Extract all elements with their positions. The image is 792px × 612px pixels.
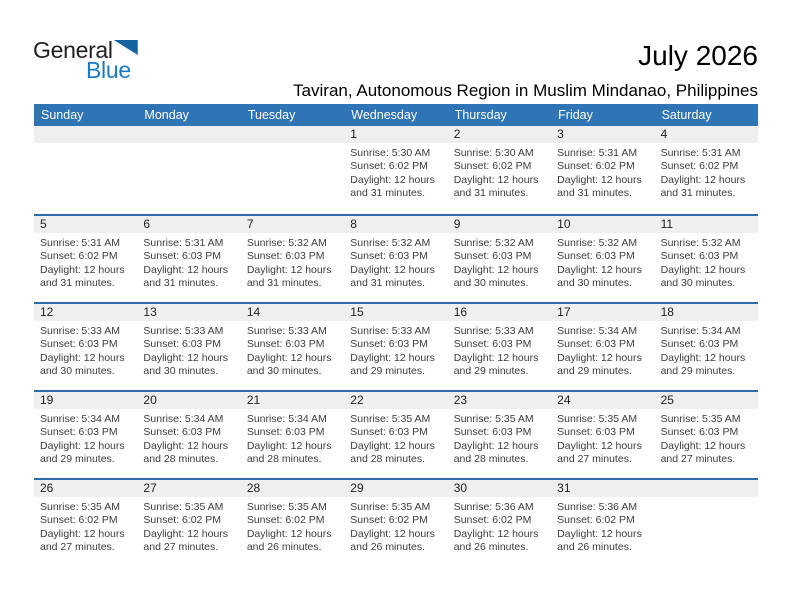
calendar-day-cell	[551, 216, 654, 302]
day-details	[241, 497, 344, 554]
day-number	[655, 480, 758, 497]
daylight-text-line1: Daylight: 12 hours	[40, 263, 125, 276]
sunrise-text: Sunrise: 5:31 AM	[143, 237, 224, 249]
sunrise-text: Sunrise: 5:32 AM	[453, 237, 534, 249]
daylight-text-line1: Daylight: 12 hours	[350, 439, 435, 452]
sunset-text: Sunset: 6:03 PM	[246, 426, 325, 439]
daylight-text-line1: Daylight: 12 hours	[350, 263, 435, 276]
daylight-text-line1: Daylight: 12 hours	[453, 263, 539, 276]
daylight-text-line2: and 28 minutes.	[246, 452, 322, 465]
sunrise-text: Sunrise: 5:36 AM	[453, 501, 534, 513]
day-number: 13	[137, 304, 240, 321]
day-details	[344, 497, 447, 554]
day-number: 25	[655, 392, 758, 409]
calendar-day-cell	[448, 126, 551, 214]
day-details	[551, 321, 654, 378]
sunset-text: Sunset: 6:03 PM	[40, 338, 118, 351]
day-details	[34, 497, 137, 554]
day-number: 5	[34, 216, 137, 233]
sunset-text: Sunset: 6:03 PM	[660, 426, 739, 439]
day-details	[655, 233, 758, 290]
week-row	[34, 214, 758, 302]
daylight-text-line2: and 31 minutes.	[143, 276, 219, 289]
daylight-text-line1: Daylight: 12 hours	[660, 439, 746, 452]
day-details	[137, 143, 240, 147]
sunset-text: Sunset: 6:02 PM	[453, 160, 532, 173]
calendar-empty-cell	[137, 126, 240, 214]
daylight-text-line1: Daylight: 12 hours	[557, 351, 642, 364]
day-number: 17	[551, 304, 654, 321]
day-details	[551, 143, 654, 200]
calendar-day-cell	[448, 480, 551, 566]
sunset-text: Sunset: 6:03 PM	[143, 250, 222, 263]
day-details	[34, 409, 137, 466]
day-number: 27	[137, 480, 240, 497]
calendar-day-cell	[34, 392, 137, 478]
daylight-text-line1: Daylight: 12 hours	[557, 439, 642, 452]
sunset-text: Sunset: 6:03 PM	[453, 338, 532, 351]
sunset-text: Sunset: 6:03 PM	[350, 426, 428, 439]
daylight-text-line2: and 30 minutes.	[246, 364, 322, 377]
day-details	[137, 497, 240, 554]
sunset-text: Sunset: 6:03 PM	[557, 426, 635, 439]
day-number: 31	[551, 480, 654, 497]
daylight-text-line2: and 30 minutes.	[143, 364, 219, 377]
weekday-header-sunday: Sunday	[41, 108, 84, 122]
daylight-text-line2: and 31 minutes.	[350, 276, 425, 289]
daylight-text-line1: Daylight: 12 hours	[453, 351, 539, 364]
calendar-day-cell	[655, 304, 758, 390]
sunrise-text: Sunrise: 5:32 AM	[660, 237, 741, 249]
day-details	[551, 497, 654, 554]
daylight-text-line2: and 29 minutes.	[557, 364, 632, 377]
sunset-text: Sunset: 6:03 PM	[660, 338, 739, 351]
sunset-text: Sunset: 6:03 PM	[660, 250, 739, 263]
daylight-text-line1: Daylight: 12 hours	[40, 351, 125, 364]
day-details	[448, 321, 551, 378]
daylight-text-line1: Daylight: 12 hours	[246, 263, 332, 276]
calendar-day-cell	[34, 480, 137, 566]
daylight-text-line2: and 27 minutes.	[557, 452, 632, 465]
sunset-text: Sunset: 6:02 PM	[557, 514, 635, 527]
calendar-day-cell	[448, 304, 551, 390]
daylight-text-line2: and 27 minutes.	[40, 540, 115, 553]
day-number: 29	[344, 480, 447, 497]
week-row	[34, 390, 758, 478]
daylight-text-line1: Daylight: 12 hours	[143, 439, 229, 452]
day-number: 26	[34, 480, 137, 497]
sunset-text: Sunset: 6:03 PM	[143, 338, 222, 351]
sunset-text: Sunset: 6:02 PM	[143, 514, 222, 527]
calendar-day-cell	[344, 216, 447, 302]
daylight-text-line1: Daylight: 12 hours	[453, 439, 539, 452]
day-number: 15	[344, 304, 447, 321]
week-row	[34, 478, 758, 566]
daylight-text-line1: Daylight: 12 hours	[660, 263, 746, 276]
day-details	[344, 143, 447, 200]
daylight-text-line1: Daylight: 12 hours	[40, 527, 125, 540]
daylight-text-line1: Daylight: 12 hours	[660, 173, 746, 186]
weekday-header-thursday: Thursday	[454, 108, 507, 122]
calendar-day-cell	[241, 216, 344, 302]
day-number: 21	[241, 392, 344, 409]
sunset-text: Sunset: 6:02 PM	[660, 160, 739, 173]
sunrise-text: Sunrise: 5:34 AM	[660, 325, 741, 337]
sunrise-text: Sunrise: 5:31 AM	[660, 147, 741, 159]
day-number: 22	[344, 392, 447, 409]
daylight-text-line2: and 27 minutes.	[660, 452, 736, 465]
calendar-day-cell	[655, 392, 758, 478]
sunrise-text: Sunrise: 5:30 AM	[453, 147, 534, 159]
day-details	[241, 321, 344, 378]
calendar-day-cell	[34, 216, 137, 302]
day-number: 30	[448, 480, 551, 497]
day-number: 9	[448, 216, 551, 233]
daylight-text-line2: and 30 minutes.	[453, 276, 529, 289]
daylight-text-line1: Daylight: 12 hours	[453, 527, 539, 540]
calendar-day-cell	[344, 480, 447, 566]
weekday-header-friday: Friday	[558, 108, 593, 122]
day-details	[344, 233, 447, 290]
day-number	[241, 126, 344, 143]
sunrise-text: Sunrise: 5:33 AM	[246, 325, 327, 337]
sunrise-text: Sunrise: 5:32 AM	[246, 237, 327, 249]
sunrise-text: Sunrise: 5:35 AM	[143, 501, 224, 513]
day-number: 14	[241, 304, 344, 321]
day-details	[34, 233, 137, 290]
calendar-day-cell	[344, 304, 447, 390]
daylight-text-line2: and 28 minutes.	[350, 452, 425, 465]
daylight-text-line2: and 31 minutes.	[246, 276, 322, 289]
calendar-day-cell	[34, 304, 137, 390]
sunrise-text: Sunrise: 5:35 AM	[350, 501, 431, 513]
day-details	[655, 143, 758, 200]
day-details	[655, 497, 758, 501]
sunset-text: Sunset: 6:03 PM	[246, 338, 325, 351]
day-number: 24	[551, 392, 654, 409]
calendar-empty-cell	[655, 480, 758, 566]
calendar-empty-cell	[241, 126, 344, 214]
sunrise-text: Sunrise: 5:35 AM	[40, 501, 120, 513]
calendar-day-cell	[551, 126, 654, 214]
day-details	[448, 143, 551, 200]
day-details	[137, 321, 240, 378]
day-number: 6	[137, 216, 240, 233]
sunrise-text: Sunrise: 5:34 AM	[557, 325, 638, 337]
day-details	[344, 409, 447, 466]
daylight-text-line1: Daylight: 12 hours	[40, 439, 125, 452]
calendar-day-cell	[655, 126, 758, 214]
day-details	[34, 143, 137, 147]
daylight-text-line2: and 30 minutes.	[660, 276, 736, 289]
sunset-text: Sunset: 6:03 PM	[557, 250, 635, 263]
daylight-text-line1: Daylight: 12 hours	[143, 351, 229, 364]
daylight-text-line2: and 27 minutes.	[143, 540, 219, 553]
daylight-text-line2: and 30 minutes.	[557, 276, 632, 289]
logo-text-blue: Blue	[86, 57, 131, 83]
sunrise-text: Sunrise: 5:30 AM	[350, 147, 431, 159]
daylight-text-line2: and 28 minutes.	[143, 452, 219, 465]
daylight-text-line2: and 31 minutes.	[557, 186, 632, 199]
day-number: 10	[551, 216, 654, 233]
daylight-text-line2: and 31 minutes.	[350, 186, 425, 199]
day-number	[34, 126, 137, 143]
sunrise-text: Sunrise: 5:33 AM	[453, 325, 534, 337]
daylight-text-line1: Daylight: 12 hours	[350, 527, 435, 540]
calendar-day-cell	[344, 392, 447, 478]
sunrise-text: Sunrise: 5:33 AM	[40, 325, 120, 337]
daylight-text-line2: and 31 minutes.	[660, 186, 736, 199]
sunset-text: Sunset: 6:02 PM	[350, 514, 428, 527]
sunrise-text: Sunrise: 5:31 AM	[40, 237, 120, 249]
sunrise-text: Sunrise: 5:34 AM	[246, 413, 327, 425]
location-subtitle: Taviran, Autonomous Region in Muslim Mindanao, Philippines	[293, 81, 758, 100]
calendar-day-cell	[137, 480, 240, 566]
day-number: 12	[34, 304, 137, 321]
daylight-text-line1: Daylight: 12 hours	[143, 527, 229, 540]
sunrise-text: Sunrise: 5:35 AM	[660, 413, 741, 425]
calendar-day-cell	[137, 304, 240, 390]
sunset-text: Sunset: 6:03 PM	[453, 426, 532, 439]
weekday-header-row	[34, 104, 758, 126]
sunset-text: Sunset: 6:03 PM	[350, 250, 428, 263]
general-blue-logo	[33, 39, 138, 82]
day-details	[551, 233, 654, 290]
daylight-text-line2: and 29 minutes.	[660, 364, 736, 377]
daylight-text-line2: and 26 minutes.	[350, 540, 425, 553]
daylight-text-line1: Daylight: 12 hours	[557, 527, 642, 540]
day-details	[344, 321, 447, 378]
day-number: 16	[448, 304, 551, 321]
daylight-text-line1: Daylight: 12 hours	[246, 527, 332, 540]
calendar-day-cell	[655, 216, 758, 302]
sunrise-text: Sunrise: 5:35 AM	[350, 413, 431, 425]
sunset-text: Sunset: 6:03 PM	[453, 250, 532, 263]
sunrise-text: Sunrise: 5:32 AM	[350, 237, 431, 249]
calendar-day-cell	[241, 304, 344, 390]
day-details	[34, 321, 137, 378]
sunrise-text: Sunrise: 5:33 AM	[143, 325, 224, 337]
calendar-empty-cell	[34, 126, 137, 214]
day-details	[655, 321, 758, 378]
sunrise-text: Sunrise: 5:34 AM	[143, 413, 224, 425]
day-number: 2	[448, 126, 551, 143]
day-details	[241, 409, 344, 466]
daylight-text-line1: Daylight: 12 hours	[246, 351, 332, 364]
sunset-text: Sunset: 6:03 PM	[350, 338, 428, 351]
week-row	[34, 302, 758, 390]
daylight-text-line2: and 29 minutes.	[40, 452, 115, 465]
calendar-weeks	[34, 126, 758, 566]
sunrise-text: Sunrise: 5:33 AM	[350, 325, 431, 337]
day-number	[137, 126, 240, 143]
sunset-text: Sunset: 6:02 PM	[246, 514, 325, 527]
day-number: 20	[137, 392, 240, 409]
calendar-day-cell	[344, 126, 447, 214]
sunrise-text: Sunrise: 5:36 AM	[557, 501, 638, 513]
daylight-text-line1: Daylight: 12 hours	[660, 351, 746, 364]
daylight-text-line1: Daylight: 12 hours	[453, 173, 539, 186]
day-details	[241, 143, 344, 147]
daylight-text-line2: and 29 minutes.	[350, 364, 425, 377]
calendar-day-cell	[241, 480, 344, 566]
day-details	[137, 233, 240, 290]
weekday-header-saturday: Saturday	[661, 108, 712, 122]
day-number: 8	[344, 216, 447, 233]
sunrise-text: Sunrise: 5:32 AM	[557, 237, 638, 249]
day-details	[137, 409, 240, 466]
day-number: 7	[241, 216, 344, 233]
daylight-text-line2: and 26 minutes.	[557, 540, 632, 553]
sunrise-text: Sunrise: 5:34 AM	[40, 413, 120, 425]
calendar-day-cell	[241, 392, 344, 478]
daylight-text-line1: Daylight: 12 hours	[557, 173, 642, 186]
day-details	[655, 409, 758, 466]
calendar-day-cell	[137, 216, 240, 302]
daylight-text-line2: and 26 minutes.	[453, 540, 529, 553]
calendar-day-cell	[551, 480, 654, 566]
calendar-day-cell	[551, 304, 654, 390]
calendar-day-cell	[448, 216, 551, 302]
logo-triangle-icon	[114, 40, 138, 55]
daylight-text-line1: Daylight: 12 hours	[350, 173, 435, 186]
day-number: 1	[344, 126, 447, 143]
sunset-text: Sunset: 6:02 PM	[40, 250, 118, 263]
daylight-text-line2: and 28 minutes.	[453, 452, 529, 465]
sunrise-text: Sunrise: 5:31 AM	[557, 147, 638, 159]
calendar-table	[34, 104, 758, 566]
daylight-text-line2: and 31 minutes.	[40, 276, 115, 289]
day-number: 28	[241, 480, 344, 497]
day-details	[551, 409, 654, 466]
daylight-text-line2: and 29 minutes.	[453, 364, 529, 377]
sunset-text: Sunset: 6:03 PM	[557, 338, 635, 351]
sunrise-text: Sunrise: 5:35 AM	[557, 413, 638, 425]
sunset-text: Sunset: 6:03 PM	[40, 426, 118, 439]
sunrise-text: Sunrise: 5:35 AM	[246, 501, 327, 513]
sunset-text: Sunset: 6:02 PM	[350, 160, 428, 173]
daylight-text-line2: and 30 minutes.	[40, 364, 115, 377]
logo-text-general: General	[33, 37, 113, 63]
daylight-text-line1: Daylight: 12 hours	[143, 263, 229, 276]
page-title: July 2026	[638, 40, 758, 71]
weekday-header-tuesday: Tuesday	[247, 108, 296, 122]
sunset-text: Sunset: 6:02 PM	[453, 514, 532, 527]
daylight-text-line2: and 26 minutes.	[246, 540, 322, 553]
daylight-text-line1: Daylight: 12 hours	[557, 263, 642, 276]
day-number: 11	[655, 216, 758, 233]
day-details	[241, 233, 344, 290]
daylight-text-line2: and 31 minutes.	[453, 186, 529, 199]
daylight-text-line1: Daylight: 12 hours	[350, 351, 435, 364]
calendar-day-cell	[551, 392, 654, 478]
calendar-day-cell	[448, 392, 551, 478]
daylight-text-line1: Daylight: 12 hours	[246, 439, 332, 452]
day-details	[448, 409, 551, 466]
day-number: 19	[34, 392, 137, 409]
sunset-text: Sunset: 6:02 PM	[557, 160, 635, 173]
weekday-header-monday: Monday	[144, 108, 189, 122]
sunset-text: Sunset: 6:03 PM	[246, 250, 325, 263]
day-details	[448, 497, 551, 554]
day-details	[448, 233, 551, 290]
week-row	[34, 126, 758, 214]
day-number: 4	[655, 126, 758, 143]
day-number: 18	[655, 304, 758, 321]
sunset-text: Sunset: 6:03 PM	[143, 426, 222, 439]
day-number: 23	[448, 392, 551, 409]
sunrise-text: Sunrise: 5:35 AM	[453, 413, 534, 425]
weekday-header-wednesday: Wednesday	[351, 108, 418, 122]
sunset-text: Sunset: 6:02 PM	[40, 514, 118, 527]
day-number: 3	[551, 126, 654, 143]
calendar-day-cell	[137, 392, 240, 478]
